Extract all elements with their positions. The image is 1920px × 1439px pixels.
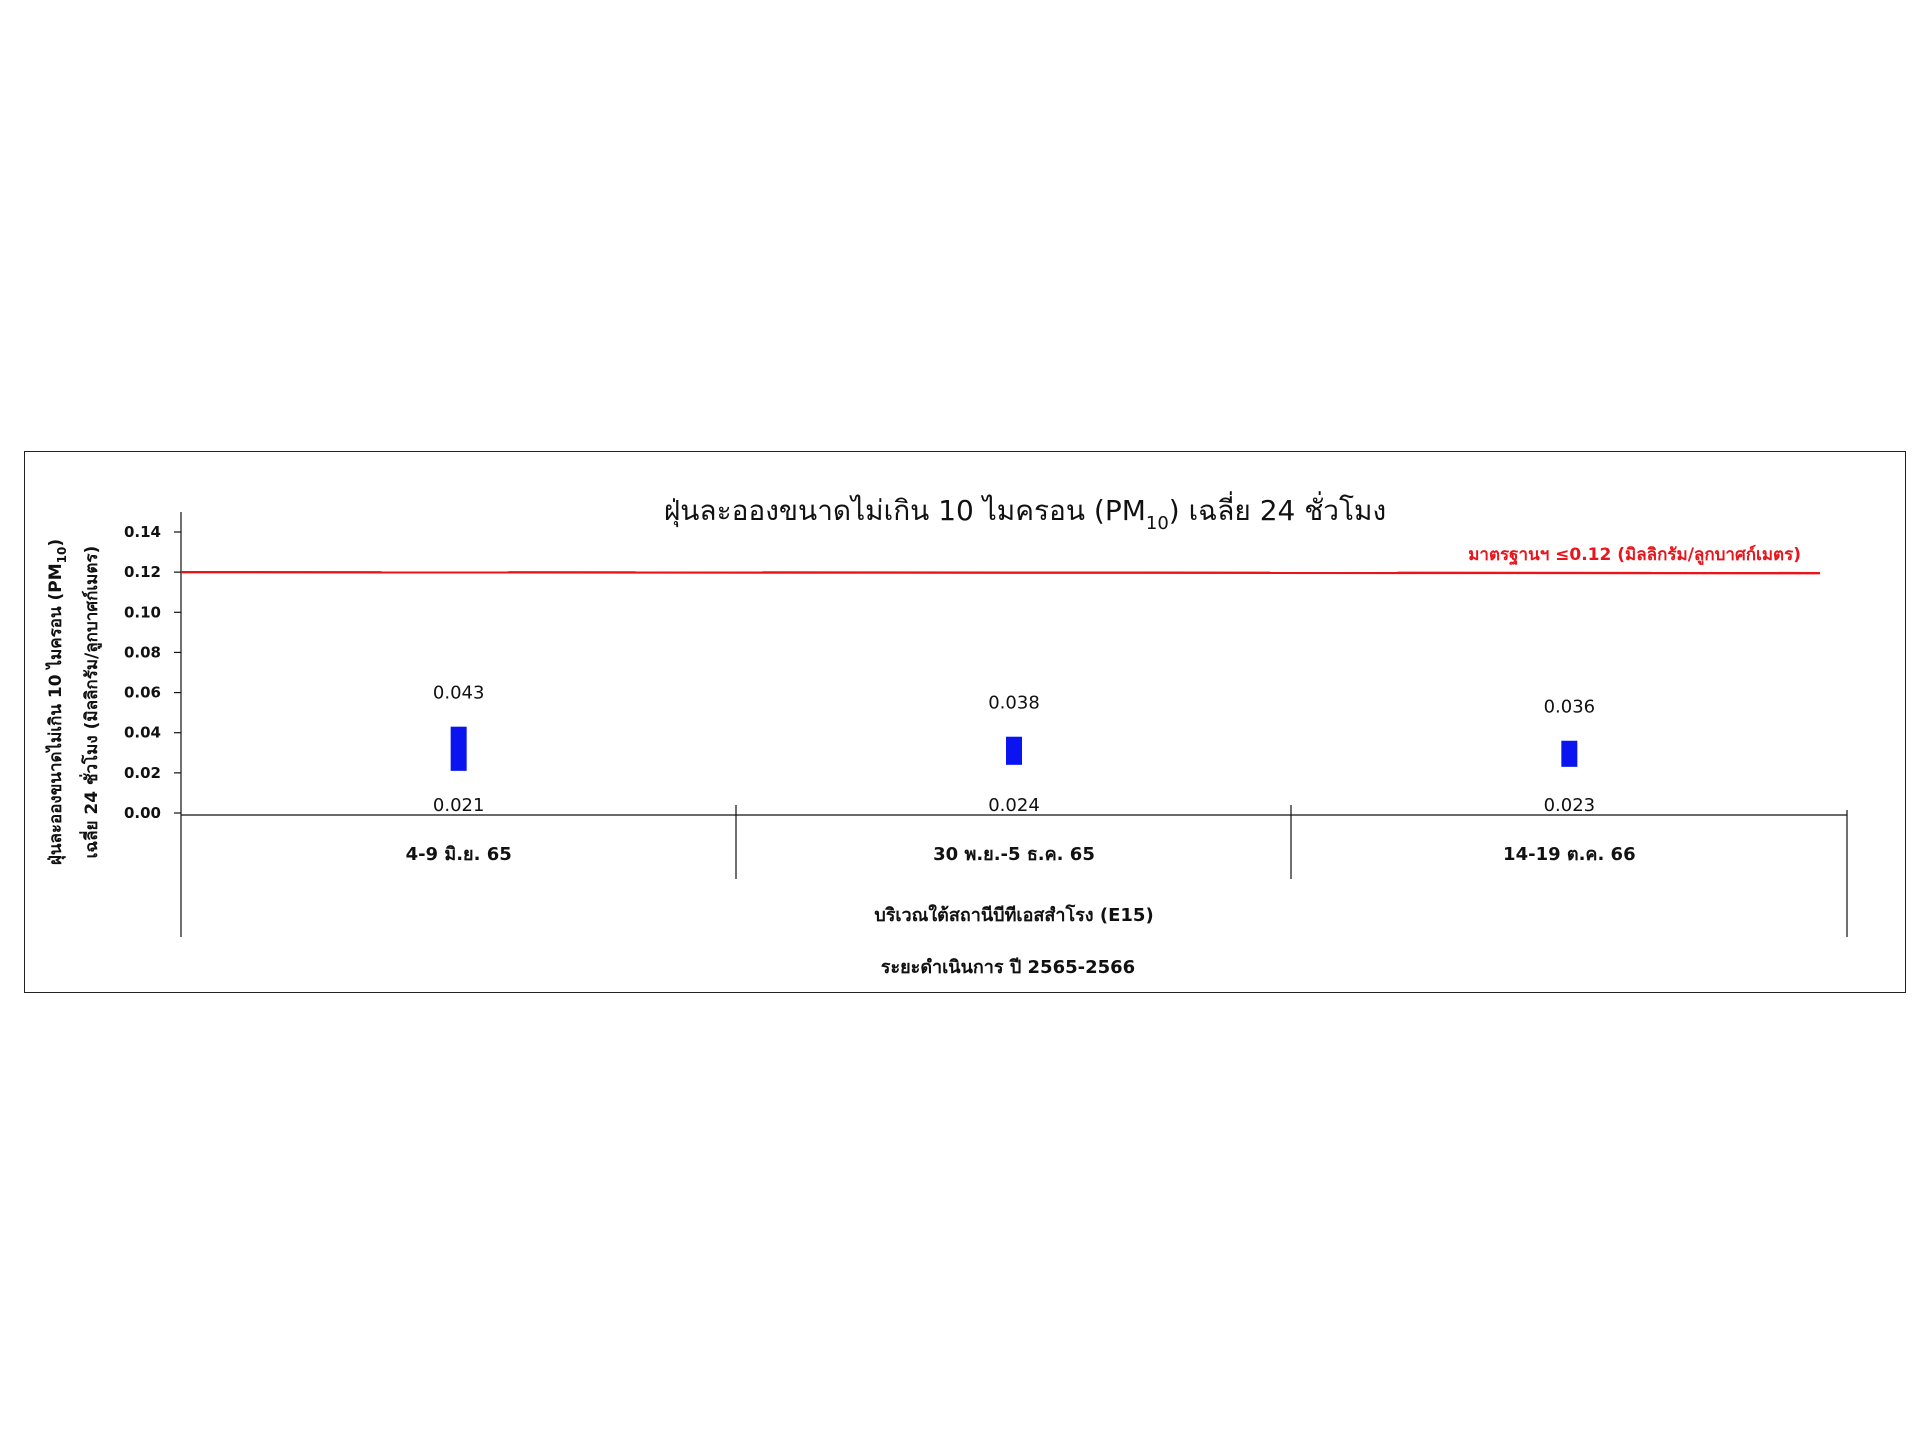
category-labels (406, 844, 1636, 865)
standard-reference-line (181, 572, 1820, 573)
chart-svg (25, 452, 1904, 991)
range-bar (1006, 737, 1022, 765)
x-axis-label: ระยะดำเนินการ ปี 2565-2566 (880, 957, 1136, 978)
chart-title: ฝุ่นละอองขนาดไม่เกิน 10 ไมครอน $(PM_{10})$ เฉลี่ย 24 ชั่วโมง (663, 494, 1387, 534)
data-label-max: 0.036 (1543, 696, 1596, 718)
data-label-max: 0.038 (988, 692, 1040, 714)
category-label: 14-19 ต.ค. 66 (1503, 844, 1636, 865)
x-group-label: บริเวณใต้สถานีบีทีเอสสำโรง (E15) (874, 905, 1154, 926)
data-label-max: 0.043 (432, 682, 485, 704)
y-axis-label-line1: ฝุ่นละอองขนาดไม่เกิน 10 ไมครอน $(PM_{10})$ (46, 538, 69, 866)
category-label: 30 พ.ย.-5 ธ.ค. 65 (933, 844, 1095, 865)
standard-reference-label: มาตรฐานฯ ≤0.12 (มิลลิกรัม/ลูกบาศก์เมตร) (1468, 545, 1801, 566)
data-label-min: 0.021 (432, 795, 485, 816)
category-label: 4-9 มิ.ย. 65 (405, 844, 512, 865)
y-tick-label: 0.00 (123, 804, 161, 822)
chart-title-subscript: 10 (1145, 513, 1169, 534)
range-bar (1561, 741, 1577, 767)
data-label-min: 0.023 (1543, 795, 1596, 816)
y-ticks (124, 523, 181, 822)
y-tick-label: 0.14 (123, 523, 161, 541)
y-tick-label: 0.02 (123, 763, 161, 782)
y-tick-label: 0.06 (123, 683, 161, 702)
y-tick-label: 0.12 (123, 563, 161, 582)
y-axis-label-line2: เฉลี่ย 24 ชั่วโมง (มิลลิกรัม/ลูกบาศก์เมตร) (82, 545, 102, 859)
range-bar (451, 727, 467, 771)
y-axis-label-subscript: 10 (55, 546, 69, 564)
data-label-min: 0.024 (988, 795, 1040, 816)
range-bars (451, 727, 1578, 771)
chart-frame (24, 451, 1906, 993)
y-axis-label (45, 539, 103, 865)
y-tick-label: 0.08 (123, 643, 161, 662)
y-tick-label: 0.04 (123, 723, 161, 742)
y-tick-label: 0.10 (123, 603, 161, 622)
